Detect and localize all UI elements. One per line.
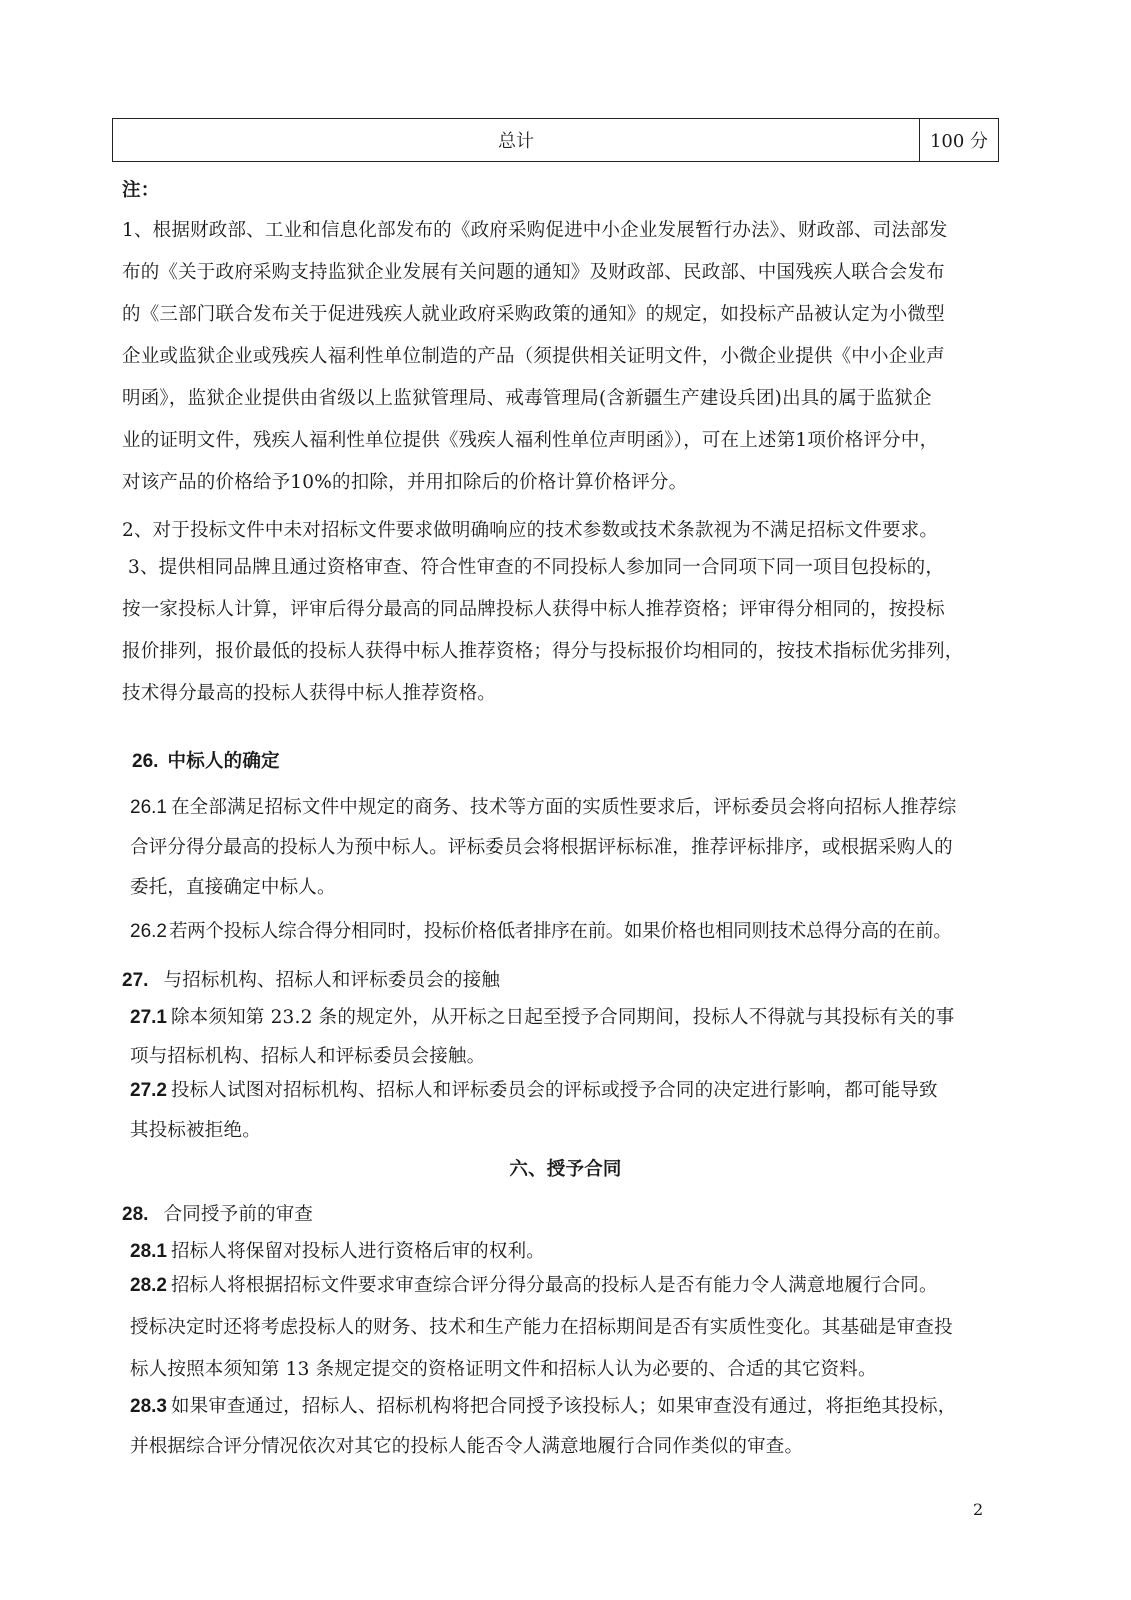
para-28-2-line: 标人按照本须知第 13 条规定提交的资格证明文件和招标人认为必要的、合适的其它资料。	[130, 1359, 877, 1380]
para-28-1	[130, 1237, 545, 1263]
para-27-2-line: 其投标被拒绝。	[130, 1120, 261, 1141]
note1-line: 1、根据财政部、工业和信息化部发布的《政府采购促进中小企业发展暂行办法》、财政部、司法部发	[122, 220, 948, 241]
para-number: 28.1	[130, 1241, 167, 1262]
para-26-2	[130, 917, 952, 943]
note3-line: 按一家投标人计算，评审后得分最高的同品牌投标人获得中标人推荐资格；评审得分相同的，按投标	[122, 599, 945, 620]
para-text: 投标人试图对招标机构、招标人和评标委员会的评标或授予合同的决定进行影响，都可能导致	[170, 1080, 938, 1101]
section-title: 合同授予前的审查	[163, 1204, 314, 1225]
note3-line: 报价排列，报价最低的投标人获得中标人推荐资格；得分与投标报价均相同的，按技术指标优劣排列，	[122, 641, 964, 662]
note2: 2、对于投标文件中未对招标文件要求做明确响应的技术参数或技术条款视为不满足招标文件要求。	[122, 520, 939, 541]
section-number: 28.	[122, 1204, 149, 1225]
note3-line: 3、提供相同品牌且通过资格审查、符合性审查的不同投标人参加同一合同项下同一项目包投标的，	[128, 557, 945, 578]
para-28-2-line	[130, 1271, 938, 1297]
chapter-heading: 六、授予合同	[509, 1159, 622, 1180]
note1-line: 业的证明文件，残疾人福利性单位提供《残疾人福利性单位声明函》），可在上述第1项价格评分中，	[122, 430, 939, 451]
total-value: 100 分	[920, 119, 999, 162]
note1-line: 对该产品的价格给予10%的扣除，并用扣除后的价格计算价格评分。	[122, 472, 688, 493]
section-27-heading	[122, 966, 500, 992]
para-26-1-line: 合评分得分最高的投标人为预中标人。评标委员会将根据评标标准，推荐评标排序，或根据采购人的	[130, 837, 953, 858]
para-text: 招标人将保留对投标人进行资格后审的权利。	[170, 1241, 545, 1262]
para-number: 26.1	[130, 797, 167, 818]
para-27-1-line	[130, 1003, 954, 1029]
total-label: 总计	[113, 119, 920, 162]
para-text: 如果审查通过，招标人、招标机构将把合同授予该投标人；如果审查没有通过，将拒绝其投标，	[170, 1396, 957, 1417]
page-number: 2	[973, 1500, 984, 1519]
para-text: 招标人将根据招标文件要求审查综合评分得分最高的投标人是否有能力令人满意地履行合同。	[170, 1275, 938, 1296]
para-number: 28.2	[130, 1275, 167, 1296]
para-28-3-line: 并根据综合评分情况依次对其它的投标人能否令人满意地履行合同作类似的审查。	[130, 1436, 804, 1457]
note1-line: 布的《关于政府采购支持监狱企业发展有关问题的通知》及财政部、民政部、中国残疾人联合会发布	[122, 262, 945, 283]
para-28-2-line: 授标决定时还将考虑投标人的财务、技术和生产能力在招标期间是否有实质性变化。其基础是审查投	[130, 1317, 953, 1338]
para-number: 27.2	[130, 1080, 167, 1101]
total-table	[112, 118, 999, 162]
para-28-3-line	[130, 1392, 956, 1418]
total-row	[113, 119, 999, 162]
section-title: 与招标机构、招标人和评标委员会的接触	[163, 970, 501, 991]
para-26-1-line: 委托，直接确定中标人。	[130, 877, 336, 898]
notes-title: 注：	[122, 180, 160, 201]
note3-line: 技术得分最高的投标人获得中标人推荐资格。	[122, 683, 497, 704]
note1-line: 明函》，监狱企业提供由省级以上监狱管理局、戒毒管理局(含新疆生产建设兵团)出具的属于监狱企	[122, 388, 932, 409]
para-number: 28.3	[130, 1396, 167, 1417]
section-number: 27.	[122, 970, 149, 991]
para-number: 26.2	[130, 921, 167, 942]
para-26-1-line	[130, 793, 956, 819]
para-text: 在全部满足招标文件中规定的商务、技术等方面的实质性要求后，评标委员会将向招标人推荐综	[170, 797, 957, 818]
para-text: 除本须知第 23.2 条的规定外，从开标之日起至授予合同期间，投标人不得就与其投标有关的事	[170, 1007, 955, 1028]
section-number: 26.	[132, 751, 159, 772]
note1-line: 的《三部门联合发布关于促进残疾人就业政府采购政策的通知》的规定，如投标产品被认定为小微型	[122, 304, 945, 325]
para-text: 若两个投标人综合得分相同时，投标价格低者排序在前。如果价格也相同则技术总得分高的在前。	[168, 921, 952, 942]
para-number: 27.1	[130, 1007, 167, 1028]
section-title: 中标人的确定	[167, 751, 280, 772]
para-27-1-line: 项与招标机构、招标人和评标委员会接触。	[130, 1046, 486, 1067]
section-28-heading	[122, 1200, 313, 1226]
para-27-2-line	[130, 1076, 938, 1102]
note1-line: 企业或监狱企业或残疾人福利性单位制造的产品（须提供相关证明文件，小微企业提供《中小企业声	[122, 346, 945, 367]
section-26-heading	[132, 747, 280, 773]
